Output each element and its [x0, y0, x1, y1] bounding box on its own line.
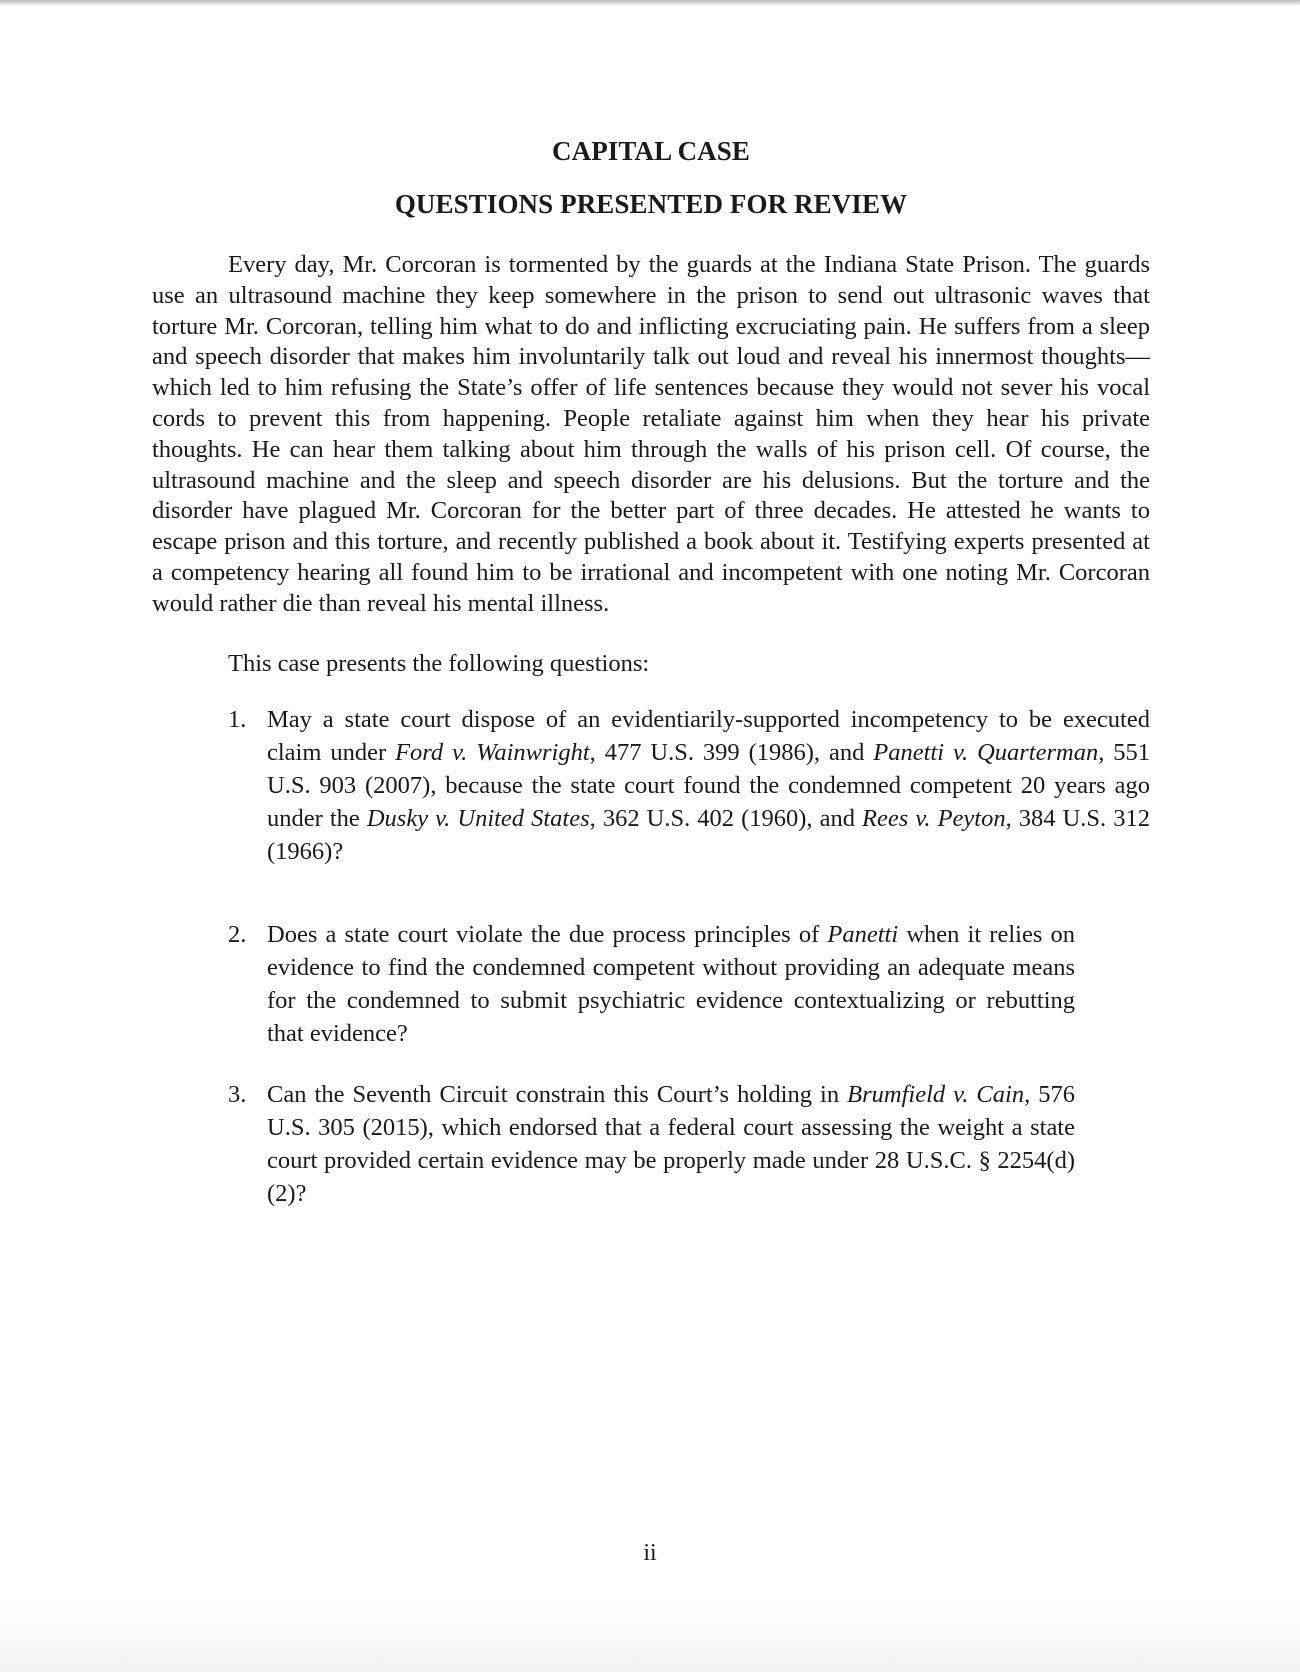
question-text: Can the Seventh Circuit constrain this Court’s holding in Brumfield v. Cain, 576 U.S. 305 (2015), which endorsed that a federal court assessing the weight a state court provided certain evidence may be properly made under 28 U.S.C. § 2254(d)(2)?	[267, 1081, 1076, 1208]
question-item	[152, 918, 1075, 1050]
question-number: 2.	[228, 921, 247, 949]
viewer-top-edge	[0, 0, 1300, 6]
case-citation: Rees v. Peyton	[862, 805, 1006, 833]
document-page	[152, 136, 1150, 1210]
case-caption: CAPITAL CASE	[552, 136, 750, 166]
case-citation: Panetti v. Quarterman	[873, 739, 1099, 767]
question-item	[152, 703, 1150, 868]
case-citation: Panetti	[827, 921, 899, 949]
case-citation: Dusky v. United States	[366, 805, 590, 833]
page-title: QUESTIONS PRESENTED FOR REVIEW	[394, 189, 908, 219]
viewer-bottom-edge	[0, 1602, 1300, 1672]
question-text: Does a state court violate the due process principles of Panetti when it relies on evidence to find the condemned competent without providing an adequate means for the condemned to submit psychiatric evidence contextualizing or rebutting that evidence?	[267, 921, 1075, 1048]
questions-lead-in: This case presents the following questions:	[228, 649, 650, 677]
case-citation: Ford v. Wainwright	[395, 739, 590, 767]
questions-list	[152, 703, 1150, 1210]
intro-paragraph: Every day, Mr. Corcoran is tormented by the guards at the Indiana State Prison. The guards use an ultrasound machine they keep somewhere in the prison to send out ultrasonic waves that torture Mr. Corcoran, telling him what to do and inflicting excruciating pain. He suffers from a sleep and speech disorder that makes him involuntarily talk out loud and reveal his innermost thoughts—which led to him refusing the State’s offer of life sentences because they would not sever his vocal cords to prevent this from happening. People retaliate against him when they hear his private thoughts. He can hear them talking about him through the walls of his prison cell. Of course, the ultrasound machine and the sleep and speech disorder are his delusions. But the torture and the disorder have plagued Mr. Corcoran for the better part of three decades. He attested he wants to escape prison and this torture, and recently published a book about it. Testifying experts presented at a competency hearing all found him to be irrational and incompetent with one noting Mr. Corcoran would rather die than reveal his mental illness.	[152, 251, 1150, 617]
question-text: May a state court dispose of an evidentiarily-supported incompetency to be executed claim under Ford v. Wainwright, 477 U.S. 399 (1986), and Panetti v. Quarterman, 551 U.S. 903 (2007), because the state court found the condemned competent 20 years ago under the Dusky v. United States, 362 U.S. 402 (1960), and Rees v. Peyton, 384 U.S. 312 (1966)?	[267, 706, 1151, 866]
page-number: ii	[643, 1540, 657, 1566]
question-number: 3.	[228, 1081, 247, 1109]
question-item	[152, 1078, 1075, 1210]
case-citation: Brumfield v. Cain	[847, 1081, 1025, 1109]
question-number: 1.	[228, 706, 247, 734]
